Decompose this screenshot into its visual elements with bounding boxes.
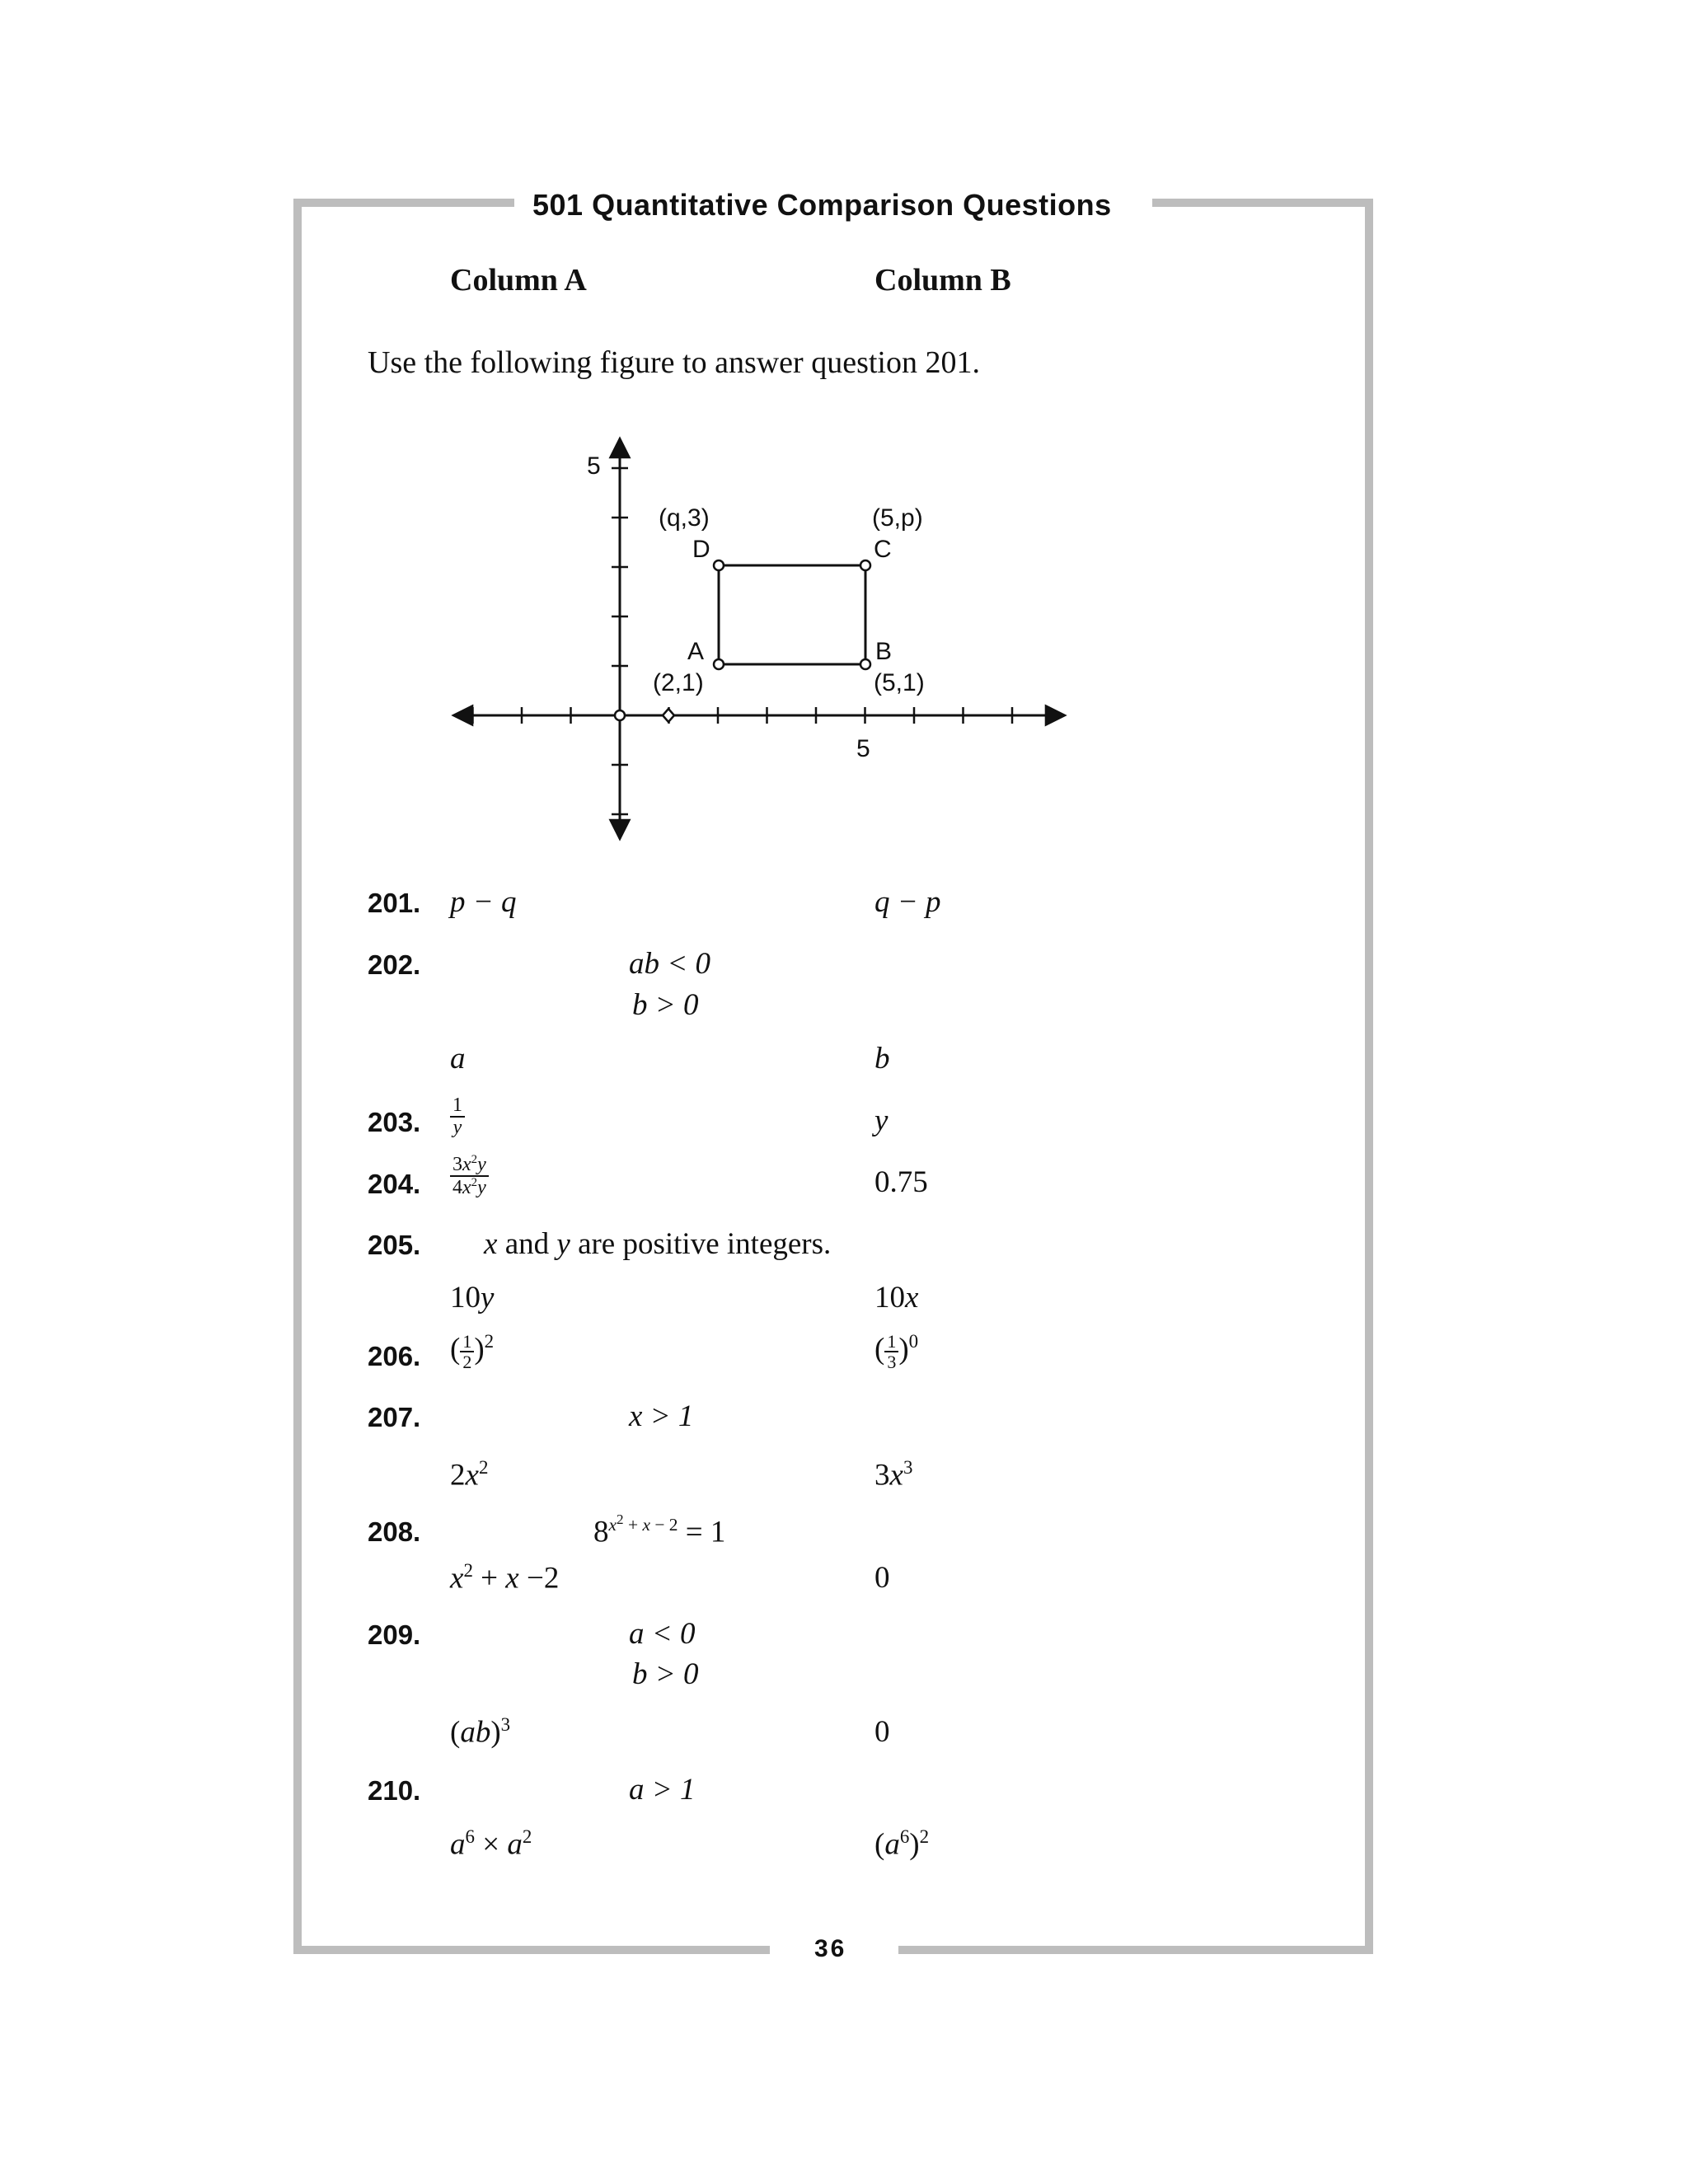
question-208-column-b: 0: [874, 1561, 890, 1595]
question-209-number: 209.: [368, 1619, 421, 1650]
frame-top-left: [293, 199, 514, 207]
question-210-column-a: $a^6 \times a^2$: [450, 1826, 532, 1862]
point-b-coord: (5,1): [874, 669, 925, 696]
question-209-column-b: 0: [874, 1715, 890, 1749]
question-203-column-a: [450, 1095, 465, 1138]
question-203-column-b: y: [874, 1104, 889, 1137]
question-207-number: 207.: [368, 1402, 421, 1432]
question-205-column-b: 10x: [874, 1281, 919, 1315]
question-205-column-a: 10y: [450, 1281, 495, 1315]
frame-left: [293, 199, 302, 1954]
question-204-column-a: $\frac{3x^2y}{4x^2y}$: [450, 1154, 489, 1198]
frame-bottom-left: [293, 1946, 770, 1954]
question-204-column-b: 0.75: [874, 1165, 928, 1199]
frame-right: [1365, 199, 1373, 1954]
question-203-number: 203.: [368, 1107, 421, 1137]
question-201-number: 201.: [368, 888, 421, 918]
frame-top-right: [1152, 199, 1373, 207]
point-a-coord: (2,1): [653, 669, 704, 696]
question-205-number: 205.: [368, 1230, 421, 1260]
question-210-number: 210.: [368, 1775, 421, 1806]
question-208-column-a: $x^2 + x -2$: [450, 1560, 560, 1596]
question-202-column-b: b: [874, 1042, 890, 1076]
point-b: [860, 659, 870, 669]
question-201-column-a: p − q: [450, 885, 517, 919]
question-206-column-b: ( $\frac{1}{3}$ )$^0$: [874, 1330, 919, 1372]
point-c-coord: (5,p): [872, 504, 923, 532]
question-202-number: 202.: [368, 949, 421, 980]
point-d-label: D: [692, 536, 710, 563]
question-206-column-a: ( $\frac{1}{2}$ )$^2$: [450, 1330, 495, 1372]
question-206-number: 206.: [368, 1341, 421, 1371]
question-204-number: 204.: [368, 1169, 421, 1199]
frame-bottom-right: [898, 1946, 1373, 1954]
column-b-heading: Column B: [874, 263, 1011, 298]
question-208-number: 208.: [368, 1516, 421, 1547]
column-a-heading: Column A: [450, 263, 587, 298]
x-tick-label-5: 5: [856, 735, 870, 762]
question-202-condition-2: b > 0: [632, 988, 699, 1022]
question-210-column-b: $(a^6)^2$: [874, 1826, 930, 1862]
point-d-coord: (q,3): [659, 504, 710, 532]
question-207-condition: x > 1: [629, 1399, 694, 1433]
page-number: 36: [814, 1935, 847, 1962]
question-209-condition-1: a < 0: [629, 1617, 696, 1651]
question-210-condition: a > 1: [629, 1773, 696, 1807]
question-202-column-a: a: [450, 1042, 466, 1076]
point-c: [860, 560, 870, 570]
x-axis-marker-one: [663, 709, 674, 722]
question-209-column-a: (ab)$^3$: [450, 1714, 511, 1750]
question-205-condition: x and y are positive integers.: [484, 1227, 832, 1261]
question-203-a-numerator: 1: [450, 1095, 465, 1118]
page-header-title: 501 Quantitative Comparison Questions: [532, 188, 1112, 222]
question-201-column-b: q − p: [874, 885, 941, 919]
point-a-label: A: [687, 638, 705, 665]
question-203-a-denominator: y: [452, 1117, 462, 1139]
coordinate-figure: [429, 420, 1088, 849]
point-d: [714, 560, 724, 570]
question-209-condition-2: b > 0: [632, 1657, 699, 1691]
point-c-label: C: [874, 536, 892, 563]
point-b-label: B: [875, 638, 893, 665]
origin-point: [615, 710, 625, 720]
y-tick-label-5: 5: [587, 452, 601, 480]
rectangle-abcd: [719, 565, 865, 664]
question-208-condition: $8^{x^2 + x - 2} = 1$: [593, 1511, 726, 1549]
figure-intro-text: Use the following figure to answer question 201.: [368, 345, 980, 380]
question-207-column-b: $3x^3$: [874, 1457, 913, 1493]
point-a: [714, 659, 724, 669]
question-207-column-a: $2x^2$: [450, 1457, 489, 1493]
question-202-condition-1: ab < 0: [629, 947, 710, 981]
